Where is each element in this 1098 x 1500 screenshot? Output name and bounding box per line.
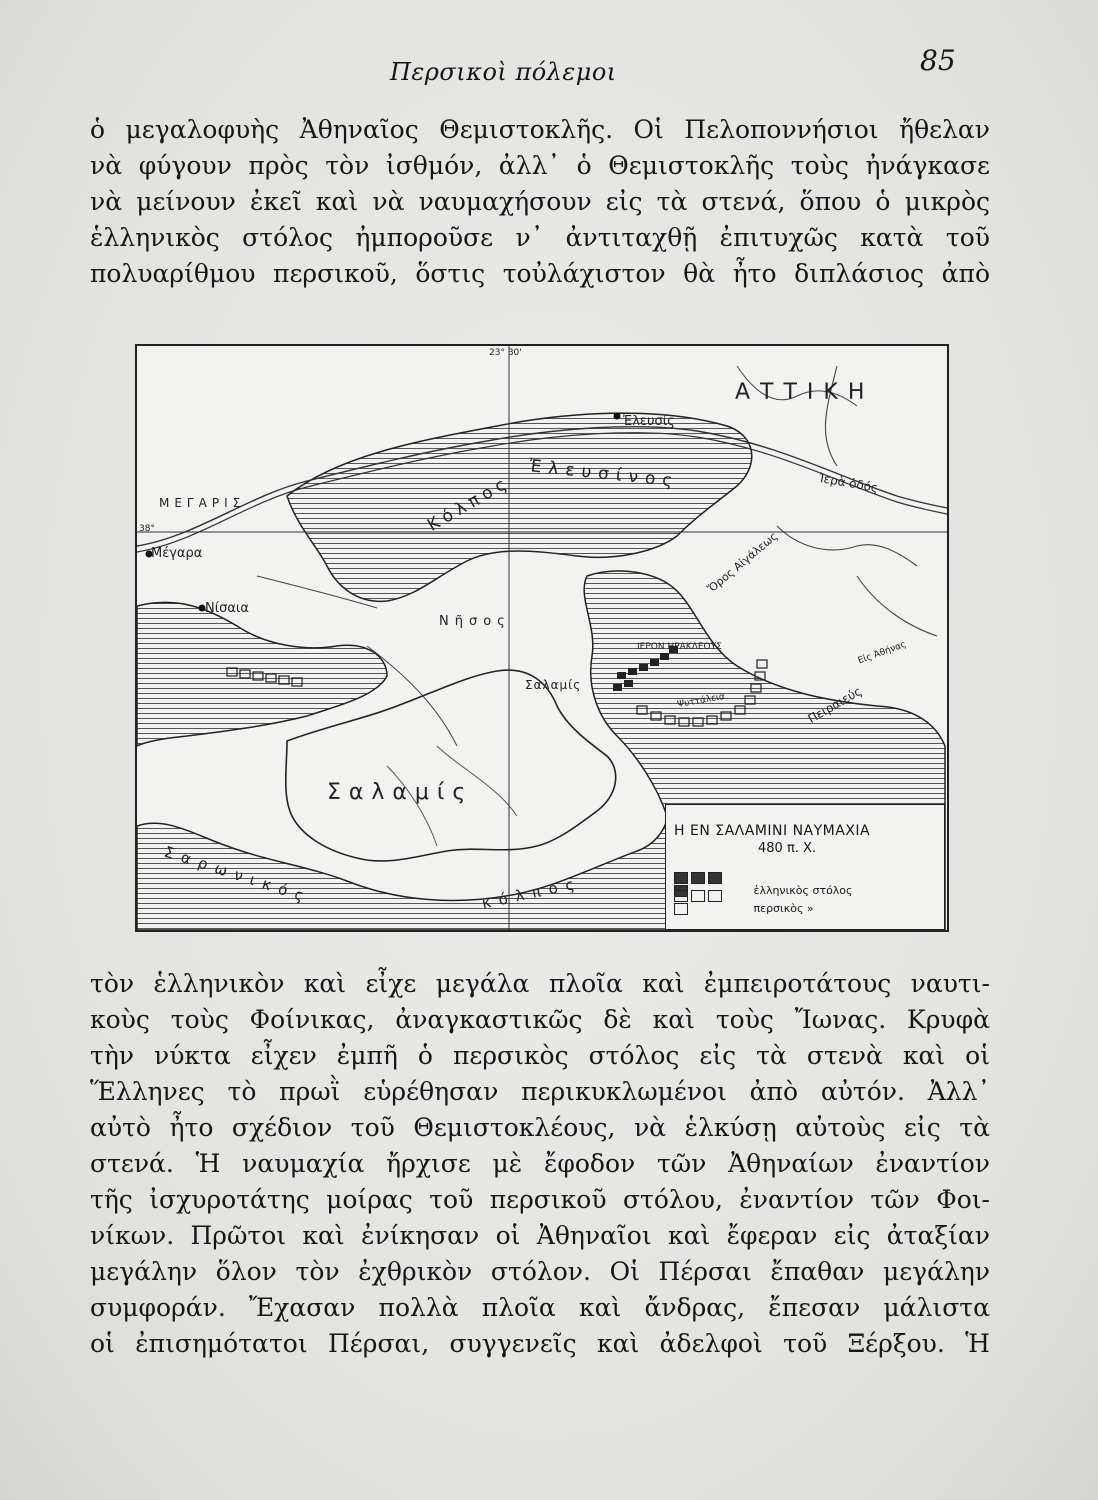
map-label-psyttaleia: Ψυττάλεια — [676, 691, 726, 711]
text-line: νίκων. Πρῶτοι καὶ ἐνίκησαν οἱ Ἀθηναῖοι καὶ ἔφεραν εἰς ἀταξίαν — [90, 1221, 990, 1250]
map-label-heracleion: ΙΕΡΟΝ ΗΡΑΚΛΕΟΥΣ — [637, 642, 722, 652]
salamis-battle-map — [135, 344, 949, 932]
paragraph-top — [90, 112, 990, 292]
map-label-gulf-eleusinos: Ἐλευσίνος — [528, 456, 681, 492]
paragraph-bottom — [90, 966, 990, 1362]
running-header-title: Περσικοὶ πόλεμοι — [390, 58, 617, 86]
map-label-sacred-way: Ἱερὰ ὁδός — [818, 470, 880, 496]
map-label-nisos: Νῆσος — [439, 614, 511, 629]
legend-row-persian — [674, 889, 814, 915]
text-line: νὰ φύγουν πρὸς τὸν ἰσθμόν, ἀλλ᾽ ὁ Θεμιστοκλῆς τοὺς ἠνάγκασε — [90, 151, 990, 180]
legend-persian-label: περσικὸς » — [753, 902, 814, 915]
text-line: οἱ ἐπισημότατοι Πέρσαι, συγγενεῖς καὶ ἀδελφοὶ τοῦ Ξέρξου. Ἡ — [90, 1329, 990, 1358]
legend-greek-label: ἑλληνικὸς στόλος — [753, 884, 853, 897]
map-label-saronikos: Σαρωνικός — [161, 842, 314, 908]
map-label-nisaia: Νίσαια — [205, 601, 249, 616]
text-line: πολυαρίθμου περσικοῦ, ὅστις τοὐλάχιστον θὰ ἦτο διπλάσιος ἀπὸ — [90, 259, 990, 288]
text-line: μεγάλην ὅλον τὸν ἐχθρικὸν στόλον. Οἱ Πέρσαι ἔπαθαν μεγάλην — [90, 1257, 990, 1286]
map-label-saronikos-gulf: κόλπος — [480, 873, 584, 913]
map-coordinate-side: 38° — [139, 524, 155, 534]
map-label-megara: Μέγαρα — [151, 546, 203, 561]
text-line: νὰ μείνουν ἐκεῖ καὶ νὰ ναυμαχήσουν εἰς τὰ στενά, ὅπου ὁ μικρὸς — [90, 187, 990, 216]
text-line: συμφοράν. Ἔχασαν πολλὰ πλοῖα καὶ ἄνδρας, ἔπεσαν μάλιστα — [90, 1293, 990, 1322]
page-number: 85 — [920, 44, 956, 77]
eleusis-marker — [614, 413, 621, 420]
text-line: στενά. Ἡ ναυμαχία ἤρχισε μὲ ἔφοδον τῶν Ἀθηναίων ἐναντίον — [90, 1149, 990, 1178]
text-line: ἑλληνικὸς στόλος ἠμποροῦσε ν᾽ ἀντιταχθῇ ἐπιτυχῶς κατὰ τοῦ — [90, 223, 990, 252]
text-line: αὐτὸ ἦτο σχέδιον τοῦ Θεμιστοκλέους, νὰ ἑλκύσῃ αὐτοὺς εἰς τὰ — [90, 1113, 990, 1142]
text-line: τὸν ἑλληνικὸν καὶ εἶχε μεγάλα πλοῖα καὶ ἐμπειροτάτους ναυτι- — [90, 969, 990, 998]
map-label-aigaleo: Ὄρος Αἰγάλεως — [705, 529, 781, 596]
map-label-eleusis: Ἐλευσίς — [623, 414, 675, 429]
text-line: κοὺς τοὺς Φοίνικας, ἀναγκαστικῶς δὲ καὶ τοὺς Ἴωνας. Κρυφὰ — [90, 1005, 990, 1034]
text-line: ὁ μεγαλοφυὴς Ἀθηναῖος Θεμιστοκλῆς. Οἱ Πελοποννήσιοι ἤθελαν — [90, 115, 990, 144]
map-label-megaris: ΜΕΓΑΡΙΣ — [159, 496, 246, 510]
strait-of-salamis — [584, 571, 945, 816]
text-line: τὴν νύκτα εἶχεν ἐμπῆ ὁ περσικὸς στόλος εἰς τὰ στενὰ καὶ οἱ — [90, 1041, 990, 1070]
map-label-salamis-town: Σαλαμίς — [525, 678, 582, 692]
map-label-attiki: ΑΤΤΙΚΗ — [735, 380, 875, 405]
map-coordinate-top: 23° 30' — [489, 348, 522, 358]
map-label-peiraieus: Πειραιεύς — [805, 684, 865, 726]
legend-title: Η ΕΝ ΣΑΛΑΜΙΝΙ ΝΑΥΜΑΧΙΑ — [674, 823, 871, 839]
text-line: Ἕλληνες τὸ πρωῒ εὑρέθησαν περικυκλωμένοι ἀπὸ αὐτόν. Ἀλλ᾽ — [90, 1077, 990, 1106]
map-label-to-athens: Εἰς Ἀθήνας — [856, 639, 908, 667]
map-legend — [665, 804, 945, 930]
text-line: τῆς ἰσχυροτάτης μοίρας τοῦ περσικοῦ στόλου, ἐναντίον τῶν Φοι- — [90, 1185, 990, 1214]
map-label-gulf: Κόλπος — [424, 472, 515, 536]
legend-date: 480 π. Χ. — [758, 841, 817, 856]
map-label-salamis-island: Σαλαμίς — [327, 780, 474, 805]
persian-fleet-swatch — [674, 889, 740, 915]
